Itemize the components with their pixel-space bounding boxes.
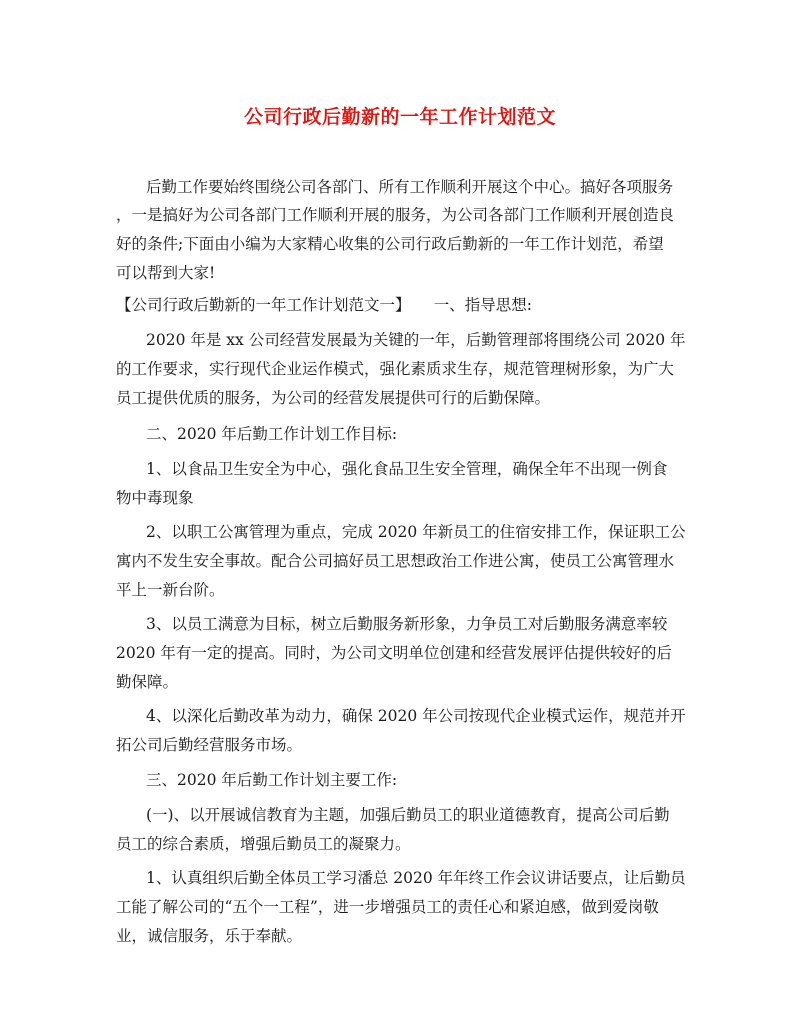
paragraph-line: 2、以职工公寓管理为重点，完成 2020 年新员工的住宿安排工作，保证职工公	[146, 523, 686, 541]
section-heading-line: 【公司行政后勤新的一年工作计划范文一】 一、指导思想:	[116, 296, 532, 314]
paragraph-line: 1、以食品卫生安全为中心，强化食品卫生安全管理，确保全年不出现一例食	[146, 460, 668, 478]
paragraph-line: ，一是搞好为公司各部门工作顺利开展的服务，为公司各部门工作顺利开展创造良	[116, 206, 675, 224]
paragraph-line: (一)、以开展诚信教育为主题，加强后勤员工的职业道德教育，提高公司后勤	[146, 806, 670, 824]
paragraph-line: 的工作要求，实行现代企业运作模式，强化素质求生存，规范管理树形象，为广大	[116, 360, 675, 378]
section-heading-line: 二、2020 年后勤工作计划工作目标:	[146, 425, 398, 443]
paragraph-line: 业，诚信服务，乐于奉献。	[116, 927, 303, 945]
document-title: 公司行政后勤新的一年工作计划范文	[243, 106, 556, 128]
paragraph-line: 员工提供优质的服务，为公司的经营发展提供可行的后勤保障。	[116, 389, 551, 407]
paragraph-line: 员工的综合素质，增强后勤员工的凝聚力。	[116, 835, 411, 853]
paragraph-line: 4、以深化后勤改革为动力，确保 2020 年公司按现代企业模式运作，规范并开	[146, 707, 686, 725]
paragraph-line: 好的条件;下面由小编为大家精心收集的公司行政后勤新的一年工作计划范，希望	[116, 235, 664, 253]
paragraph-line: 物中毒现象	[116, 489, 194, 507]
paragraph-line: 寓内不发生安全事故。配合公司搞好员工思想政治工作进公寓，使员工公寓管理水	[116, 552, 675, 570]
paragraph-line: 1、认真组织后勤全体员工学习潘总 2020 年年终工作会议讲话要点，让后勤员	[146, 869, 686, 887]
paragraph-line: 2020 年有一定的提高。同时，为公司文明单位创建和经营发展评估提供较好的后	[116, 644, 672, 662]
section-heading-line: 三、2020 年后勤工作计划主要工作:	[146, 771, 398, 789]
paragraph-line: 2020 年是 xx 公司经营发展最为关键的一年，后勤管理部将围绕公司 2020 年	[146, 331, 686, 349]
paragraph-line: 3、以员工满意为目标，树立后勤服务新形象，力争员工对后勤服务满意率较	[146, 615, 668, 633]
paragraph-line: 勤保障。	[116, 673, 179, 691]
paragraph-line: 后勤工作要始终围绕公司各部门、所有工作顺利开展这个中心。搞好各项服务	[146, 178, 674, 196]
paragraph-line: 拓公司后勤经营服务市场。	[116, 736, 303, 754]
paragraph-line: 可以帮到大家!	[116, 264, 216, 282]
paragraph-line: 平上一新台阶。	[116, 581, 225, 599]
paragraph-line: 工能了解公司的“五个一工程”，进一步增强员工的责任心和紧迫感，做到爱岗敬	[116, 898, 659, 916]
